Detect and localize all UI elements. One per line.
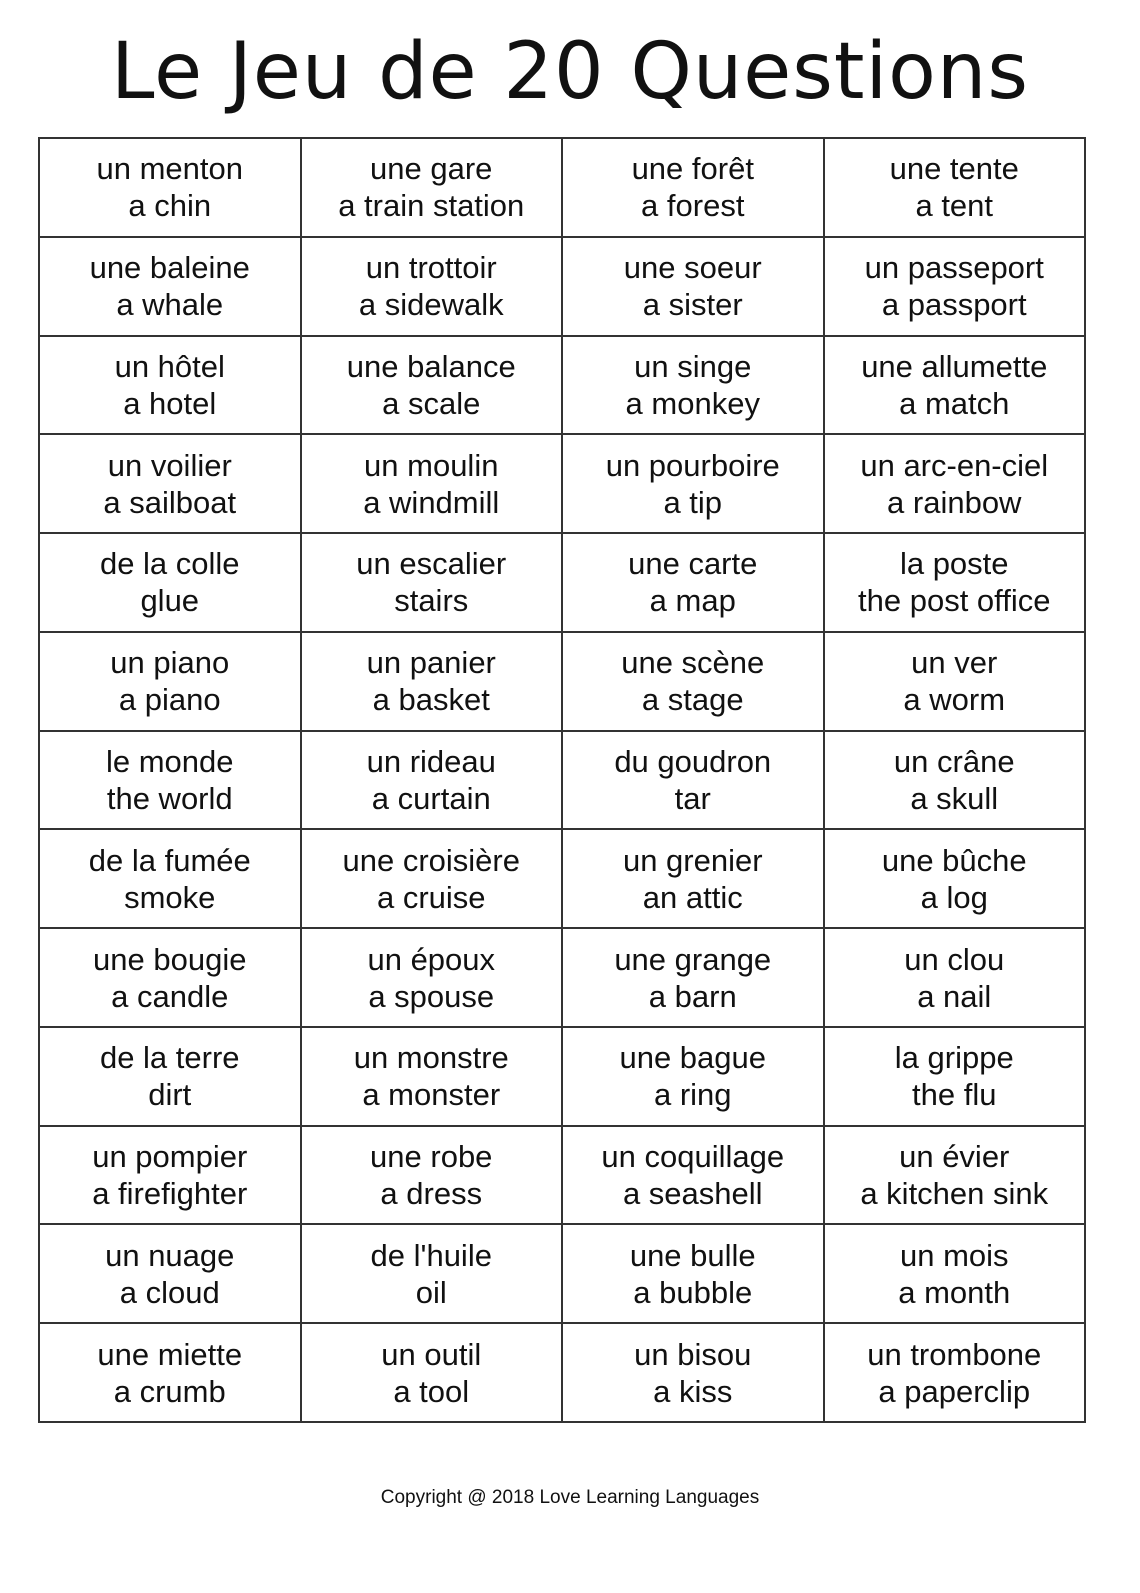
copyright-footer: Copyright @ 2018 Love Learning Languages: [380, 1487, 760, 1508]
english-translation: the flu: [912, 1077, 997, 1113]
english-translation: a scale: [382, 385, 481, 421]
french-word: une baleine: [89, 250, 250, 286]
english-translation: a chin: [128, 188, 212, 224]
french-word: un piano: [110, 645, 230, 681]
english-translation: a rainbow: [887, 484, 1022, 520]
vocab-cell: [562, 1224, 824, 1323]
vocab-cell: [39, 829, 301, 928]
vocab-cell: [562, 928, 824, 1027]
english-translation: glue: [140, 583, 200, 619]
french-word: de la fumée: [88, 842, 251, 878]
vocab-cell: [562, 237, 824, 336]
french-word: un singe: [634, 348, 752, 384]
vocab-cell: [562, 434, 824, 533]
english-translation: dirt: [148, 1077, 192, 1113]
vocab-cell: [824, 1224, 1086, 1323]
vocab-cell: [39, 138, 301, 237]
english-translation: the post office: [858, 583, 1051, 619]
english-translation: a curtain: [371, 780, 491, 816]
french-word: un voilier: [107, 447, 232, 483]
english-translation: a passport: [881, 287, 1027, 323]
vocab-cell: [39, 731, 301, 830]
english-translation: a tent: [915, 188, 994, 224]
english-translation: a seashell: [622, 1176, 763, 1212]
vocab-cell: [562, 1027, 824, 1126]
vocab-cell: [562, 829, 824, 928]
english-translation: a worm: [903, 682, 1006, 718]
french-word: un trottoir: [365, 250, 497, 286]
table-row: [39, 533, 1085, 632]
vocab-cell: [562, 138, 824, 237]
vocab-cell: [562, 533, 824, 632]
english-translation: oil: [415, 1274, 447, 1310]
vocab-cell: [39, 1027, 301, 1126]
vocab-cell: [562, 1323, 824, 1422]
vocab-cell: [301, 1126, 563, 1225]
french-word: un passeport: [864, 250, 1044, 286]
vocab-cell: [301, 237, 563, 336]
vocab-cell: [824, 632, 1086, 731]
english-translation: a ring: [653, 1077, 732, 1113]
english-translation: a spouse: [368, 978, 495, 1014]
french-word: une carte: [628, 546, 758, 582]
french-word: un évier: [899, 1139, 1010, 1175]
french-word: un outil: [381, 1336, 482, 1372]
english-translation: a crumb: [113, 1373, 226, 1409]
french-word: un pourboire: [605, 447, 780, 483]
vocab-cell: [824, 336, 1086, 435]
english-translation: a sister: [642, 287, 743, 323]
french-word: un escalier: [356, 546, 507, 582]
vocab-cell: [39, 928, 301, 1027]
vocab-cell: [562, 1126, 824, 1225]
vocab-cell: [301, 829, 563, 928]
vocab-cell: [39, 1224, 301, 1323]
french-word: un époux: [367, 941, 496, 977]
french-word: une scène: [621, 645, 765, 681]
vocab-cell: [824, 928, 1086, 1027]
vocab-cell: [824, 829, 1086, 928]
english-translation: a kitchen sink: [860, 1176, 1049, 1212]
french-word: une robe: [370, 1139, 493, 1175]
vocab-cell: [824, 1323, 1086, 1422]
french-word: de l'huile: [370, 1237, 492, 1273]
english-translation: a nail: [917, 978, 992, 1014]
table-row: [39, 1126, 1085, 1225]
vocab-cell: [824, 731, 1086, 830]
page-title: Le Jeu de 20 Questions: [111, 27, 1029, 117]
vocab-cell: [301, 731, 563, 830]
english-translation: a log: [920, 879, 988, 915]
french-word: un pompier: [92, 1139, 248, 1175]
vocab-cell: [824, 533, 1086, 632]
english-translation: a cruise: [376, 879, 486, 915]
vocab-cell: [301, 138, 563, 237]
table-row: [39, 829, 1085, 928]
table-row: [39, 434, 1085, 533]
table-row: [39, 928, 1085, 1027]
english-translation: a dress: [380, 1176, 483, 1212]
english-translation: a match: [899, 385, 1010, 421]
table-row: [39, 336, 1085, 435]
french-word: une bougie: [93, 941, 247, 977]
french-word: un monstre: [353, 1040, 509, 1076]
english-translation: a firefighter: [92, 1176, 248, 1212]
french-word: la poste: [899, 546, 1009, 582]
french-word: de la colle: [99, 546, 240, 582]
english-translation: a hotel: [123, 385, 217, 421]
english-translation: a candle: [111, 978, 229, 1014]
french-word: une croisière: [342, 842, 520, 878]
french-word: une tente: [889, 151, 1019, 187]
french-word: un hôtel: [114, 348, 225, 384]
english-translation: a forest: [641, 188, 745, 224]
english-translation: a tip: [663, 484, 723, 520]
english-translation: a cloud: [119, 1274, 220, 1310]
vocab-cell: [301, 1323, 563, 1422]
english-translation: a sailboat: [103, 484, 237, 520]
vocab-cell: [562, 632, 824, 731]
french-word: une bûche: [881, 842, 1027, 878]
french-word: une grange: [614, 941, 772, 977]
vocab-cell: [39, 336, 301, 435]
english-translation: stairs: [394, 583, 469, 619]
french-word: un moulin: [364, 447, 499, 483]
french-word: le monde: [105, 743, 234, 779]
french-word: une forêt: [631, 151, 754, 187]
english-translation: an attic: [642, 879, 743, 915]
french-word: de la terre: [99, 1040, 240, 1076]
english-translation: smoke: [124, 879, 216, 915]
vocab-cell: [39, 533, 301, 632]
english-translation: a whale: [116, 287, 224, 323]
vocab-cell: [562, 336, 824, 435]
french-word: du goudron: [614, 743, 772, 779]
french-word: un trombone: [867, 1336, 1042, 1372]
french-word: un coquillage: [601, 1139, 785, 1175]
french-word: un grenier: [622, 842, 763, 878]
english-translation: a bubble: [633, 1274, 753, 1310]
vocab-cell: [39, 237, 301, 336]
english-translation: a tool: [393, 1373, 470, 1409]
french-word: une allumette: [861, 348, 1048, 384]
french-word: un mois: [899, 1237, 1009, 1273]
french-word: une gare: [370, 151, 493, 187]
english-translation: a basket: [372, 682, 490, 718]
french-word: une bague: [619, 1040, 767, 1076]
english-translation: a paperclip: [878, 1373, 1031, 1409]
vocab-cell: [824, 1126, 1086, 1225]
vocab-cell: [39, 1126, 301, 1225]
english-translation: the world: [106, 780, 233, 816]
vocab-cell: [301, 1027, 563, 1126]
table-row: [39, 1224, 1085, 1323]
vocab-cell: [301, 1224, 563, 1323]
vocab-cell: [39, 434, 301, 533]
french-word: un clou: [904, 941, 1005, 977]
vocab-cell: [301, 533, 563, 632]
french-word: une soeur: [623, 250, 762, 286]
french-word: un ver: [911, 645, 998, 681]
french-word: un bisou: [634, 1336, 752, 1372]
english-translation: tar: [674, 780, 711, 816]
english-translation: a month: [898, 1274, 1011, 1310]
french-word: la grippe: [894, 1040, 1014, 1076]
vocab-cell: [824, 138, 1086, 237]
french-word: un crâne: [893, 743, 1015, 779]
french-word: un nuage: [105, 1237, 235, 1273]
vocab-cell: [301, 632, 563, 731]
table-row: [39, 237, 1085, 336]
english-translation: a map: [649, 583, 736, 619]
table-row: [39, 632, 1085, 731]
english-translation: a monkey: [625, 385, 760, 421]
vocabulary-grid: [38, 137, 1086, 1423]
vocab-cell: [824, 237, 1086, 336]
vocab-cell: [301, 336, 563, 435]
english-translation: a barn: [648, 978, 737, 1014]
french-word: un rideau: [366, 743, 496, 779]
table-row: [39, 1027, 1085, 1126]
french-word: un arc-en-ciel: [860, 447, 1049, 483]
table-row: [39, 731, 1085, 830]
vocab-cell: [824, 1027, 1086, 1126]
french-word: une balance: [346, 348, 516, 384]
french-word: un menton: [96, 151, 243, 187]
french-word: une bulle: [629, 1237, 756, 1273]
vocab-cell: [301, 434, 563, 533]
table-row: [39, 138, 1085, 237]
vocab-cell: [824, 434, 1086, 533]
english-translation: a windmill: [363, 484, 500, 520]
french-word: un panier: [366, 645, 496, 681]
vocab-cell: [562, 731, 824, 830]
english-translation: a kiss: [653, 1373, 733, 1409]
english-translation: a monster: [362, 1077, 501, 1113]
vocab-cell: [39, 632, 301, 731]
english-translation: a sidewalk: [358, 287, 504, 323]
english-translation: a piano: [118, 682, 221, 718]
vocab-cell: [301, 928, 563, 1027]
english-translation: a skull: [910, 780, 999, 816]
english-translation: a stage: [641, 682, 744, 718]
french-word: une miette: [97, 1336, 243, 1372]
english-translation: a train station: [338, 188, 525, 224]
vocab-cell: [39, 1323, 301, 1422]
table-row: [39, 1323, 1085, 1422]
